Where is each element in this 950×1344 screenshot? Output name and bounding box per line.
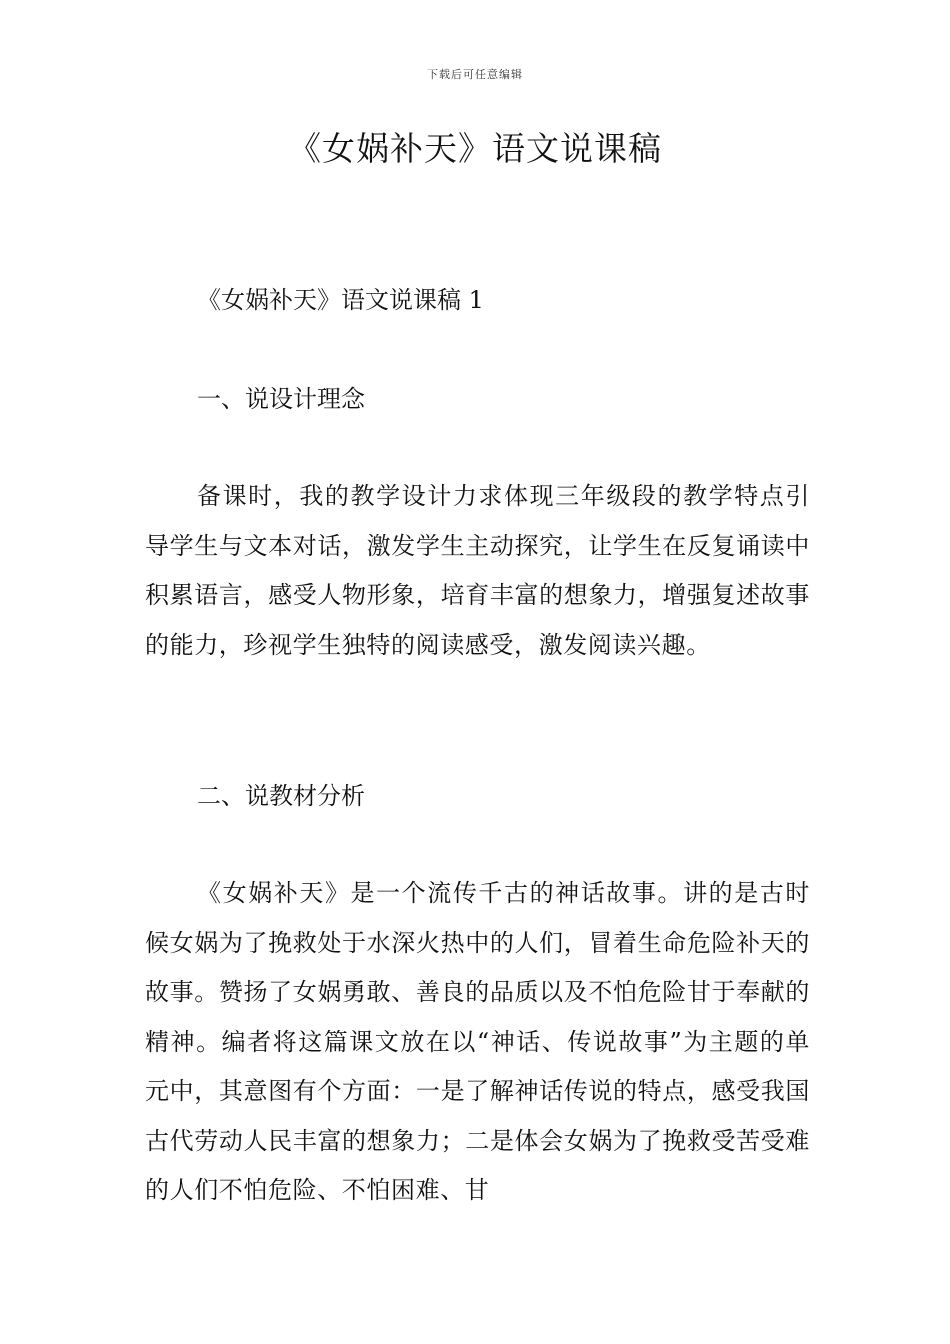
section-subtitle: 《女娲补天》语文说课稿 1 [197, 286, 484, 314]
header-note: 下载后可任意编辑 [427, 68, 523, 81]
section-heading-design-concept: 一、说设计理念 [197, 385, 365, 413]
document-title: 《女娲补天》语文说课稿 [288, 129, 662, 168]
section-heading-textbook-analysis: 二、说教材分析 [197, 782, 365, 810]
paragraph-textbook-analysis: 《女娲补天》是一个流传千古的神话故事。讲的是古时候女娲为了挽救处于水深火热中的人们，冒着生命危险补天的故事。赞扬了女娲勇敢、善良的品质以及不怕危险甘于奉献的精神。编者将这篇课文放在以“神话、传说故事”为主题的单元中，其意图有个方面：一是了解神话传说的特点，感受我国古代劳动人民丰富的想象力；二是体会女娲为了挽救受苦受难的人们不怕危险、不怕困难、甘 [145, 879, 810, 1204]
paragraph-design-concept: 备课时，我的教学设计力求体现三年级段的教学特点引导学生与文本对话，激发学生主动探究，让学生在反复诵读中积累语言，感受人物形象，培育丰富的想象力，增强复述故事的能力，珍视学生独特的阅读感受，激发阅读兴趣。 [145, 482, 810, 659]
